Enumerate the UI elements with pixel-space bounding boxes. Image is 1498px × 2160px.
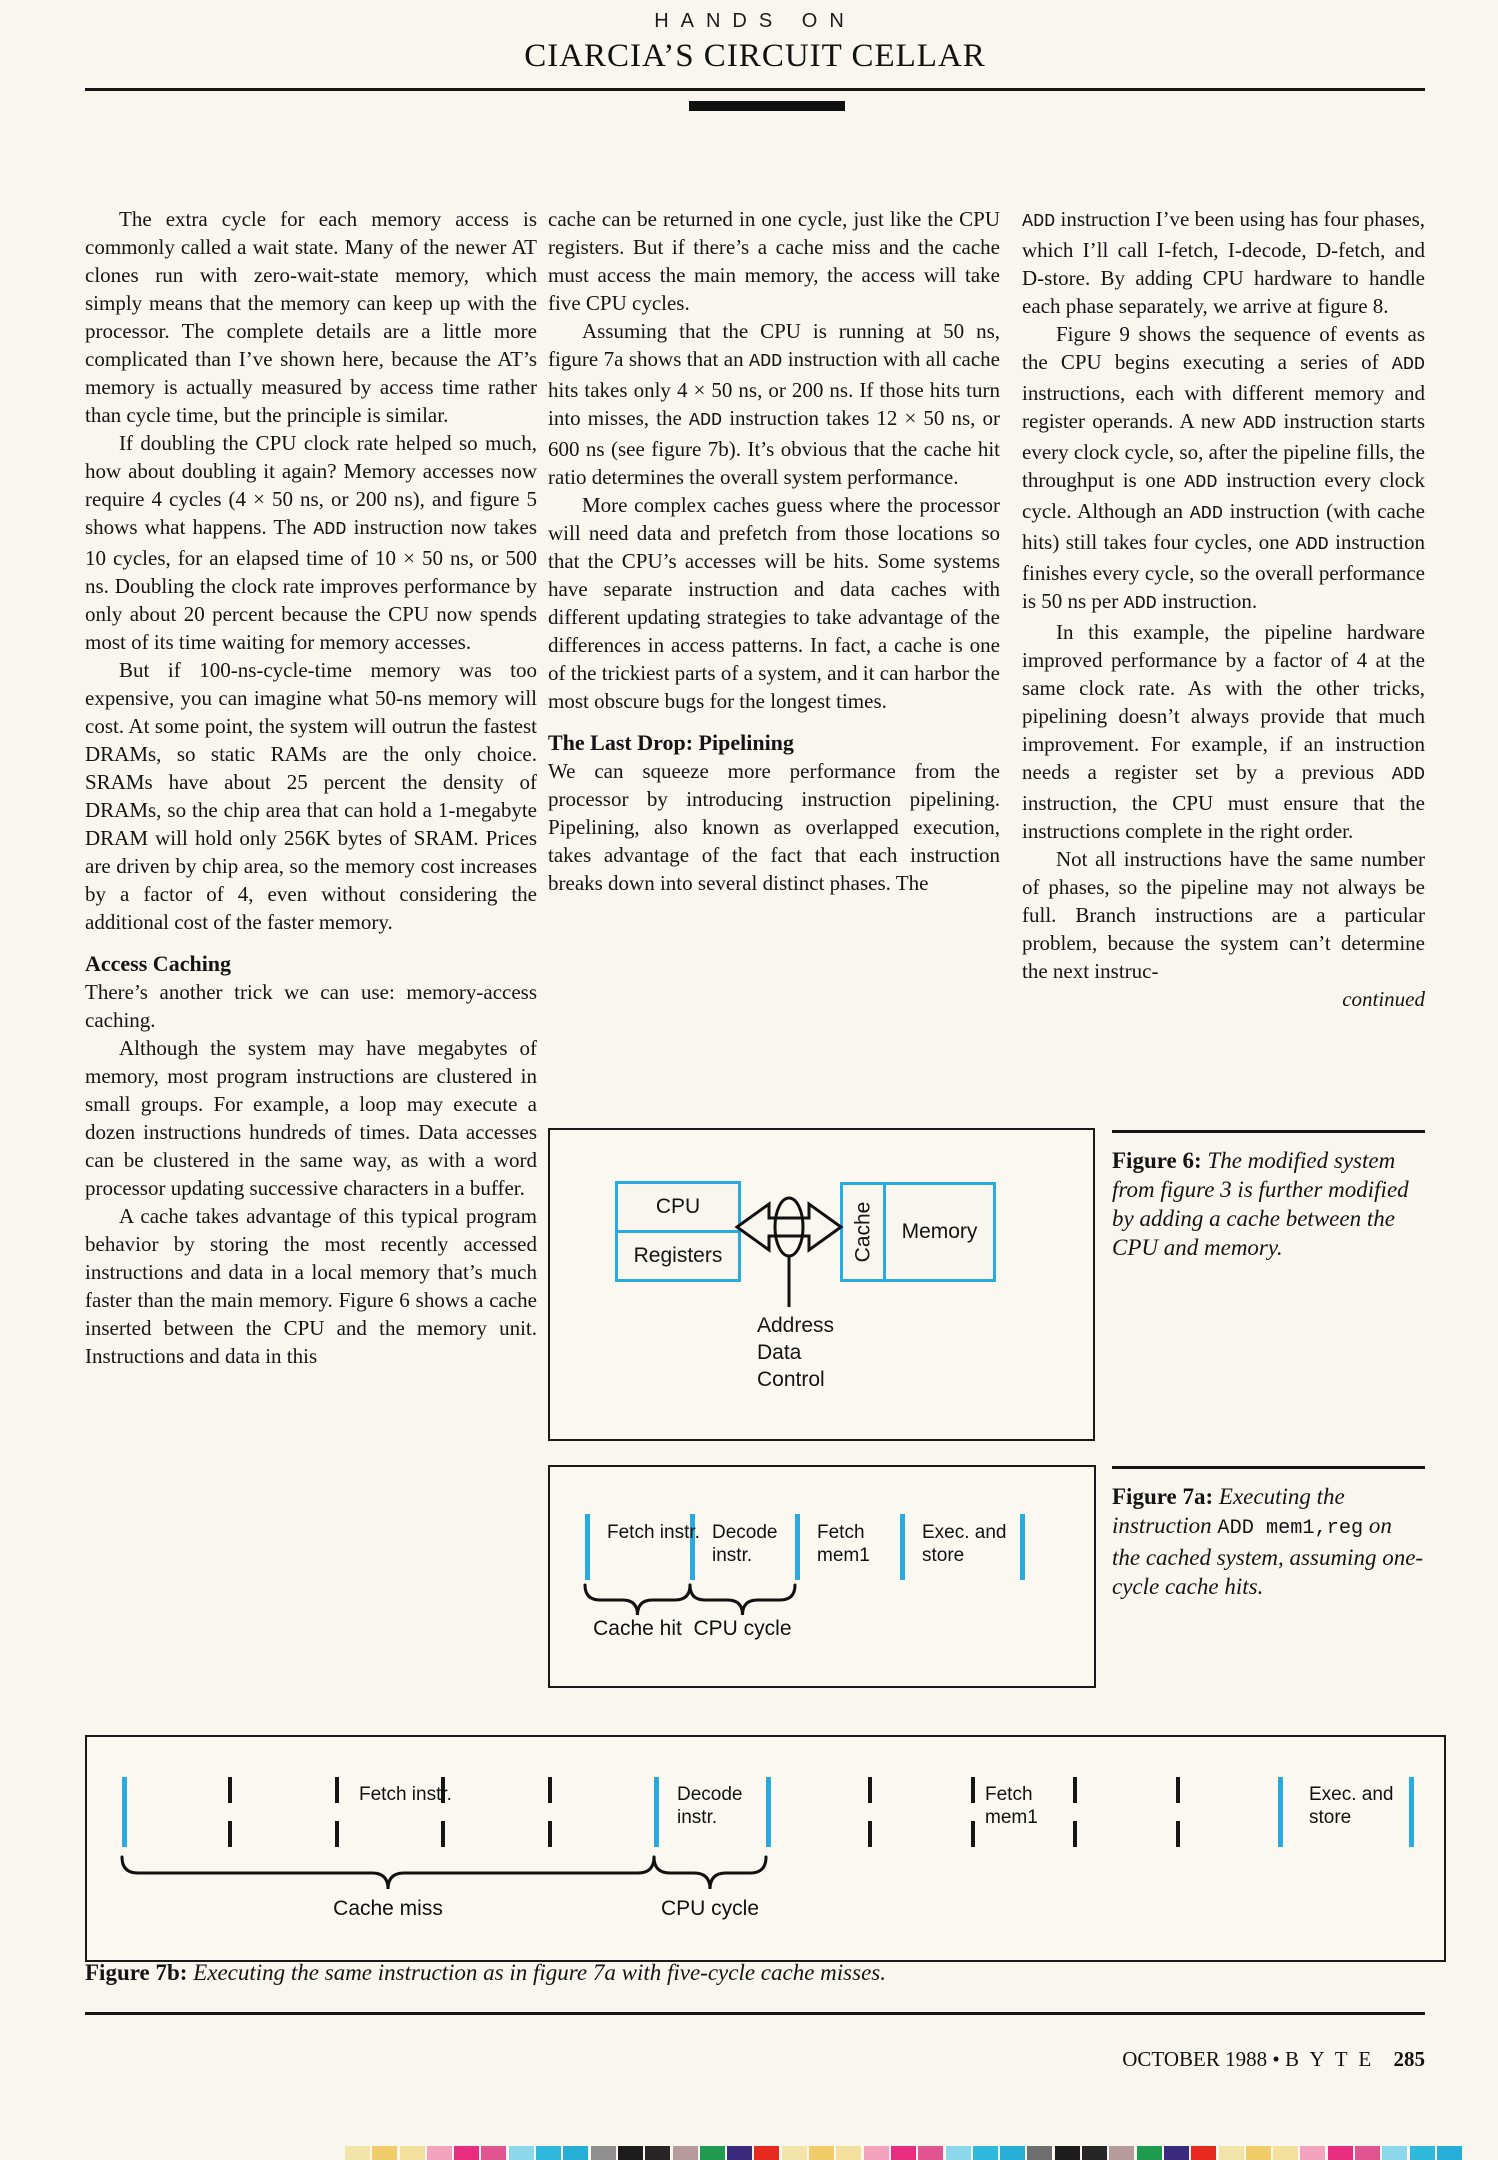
- memory-label: Memory: [901, 1220, 978, 1243]
- color-swatch: [946, 2146, 971, 2160]
- paragraph: ADD instruction I’ve been using has four phases, which I’ll call I-fetch, I-decode, D-fetch, and D-store. By adding CPU hardware to handle each phase separately, we arrive at figure 8.: [1022, 207, 1425, 318]
- color-swatch: [809, 2146, 834, 2160]
- color-swatch: [836, 2146, 861, 2160]
- color-swatch: [754, 2146, 779, 2160]
- paragraph: In this example, the pipeline hardware improved performance by a factor of 4 at the same clock rate. As with the other tricks, pipelining doesn’t always provide that much improvement. For example, if an instruction needs a register set by a previous ADD instruction, the CPU must ensure that the instructions complete in the right order.: [1022, 620, 1425, 843]
- color-swatch: [1000, 2146, 1025, 2160]
- paragraph: There’s another trick we can use: memory-access caching.: [85, 980, 537, 1032]
- paragraph: A cache takes advantage of this typical program behavior by storing the most recently accessed instructions and data in a local memory that’s much faster than the main memory. Figure 6 shows a cache inserted between the CPU and the memory unit. Instructions and data in this: [85, 1204, 537, 1368]
- magazine-name: B Y T E: [1284, 2047, 1375, 2071]
- article-column-1: [85, 205, 537, 1370]
- color-swatch: [864, 2146, 889, 2160]
- bus-labels: [757, 1312, 834, 1393]
- text-run: The modified system from figure 3 is further modified by adding a cache between the CPU and memory.: [1112, 1148, 1409, 1260]
- paragraph: Not all instructions have the same number of phases, so the pipeline may not always be full. Branch instructions are a particular problem, because the system can’t determine the next instruc-: [1022, 847, 1425, 983]
- cache-label: Cache: [851, 1201, 875, 1263]
- color-swatch: [1410, 2146, 1435, 2160]
- bus-label-address: Address: [757, 1314, 835, 1337]
- paragraph: Although the system may have megabytes of memory, most program instructions are clustered in small groups. For example, a loop may execute a dozen instructions hundreds of times. Data accesses can be clustered in the same way, as with a word processor updating successive characters in a buffer.: [85, 1036, 537, 1200]
- brace-label: CPU cycle: [660, 1897, 760, 1920]
- color-swatch: [1437, 2146, 1462, 2160]
- color-swatch: [700, 2146, 725, 2160]
- color-swatch: [973, 2146, 998, 2160]
- text-run: ADD: [313, 519, 347, 540]
- color-swatch: [1109, 2146, 1134, 2160]
- color-swatch: [536, 2146, 561, 2160]
- color-swatch: [454, 2146, 479, 2160]
- brace-label: CPU cycle: [693, 1617, 792, 1640]
- phase-label: Decode instr.: [712, 1522, 778, 1566]
- text-run: on the cached system, assuming one-cycle cache hits.: [1112, 1513, 1424, 1599]
- color-swatch: [1137, 2146, 1162, 2160]
- color-swatch: [1246, 2146, 1271, 2160]
- bus-label-control: Control: [757, 1368, 825, 1391]
- text-run: Figure 7a:: [1112, 1484, 1219, 1509]
- color-swatch: [591, 2146, 616, 2160]
- section-heading: Access Caching: [85, 951, 232, 976]
- section-heading: The Last Drop: Pipelining: [548, 730, 794, 755]
- issue-date: OCTOBER 1988: [1122, 2047, 1268, 2071]
- text-run: ADD: [1022, 211, 1056, 232]
- text-run: ADD: [688, 410, 723, 431]
- color-swatch: [427, 2146, 452, 2160]
- brace: [585, 1585, 690, 1615]
- color-swatch: [400, 2146, 425, 2160]
- phase-label: Fetch instr.: [359, 1784, 452, 1805]
- page-title: CIARCIA’S CIRCUIT CELLAR: [524, 38, 986, 74]
- color-swatch: [1273, 2146, 1298, 2160]
- color-swatch: [727, 2146, 752, 2160]
- figure-6-caption: [1112, 1146, 1425, 1262]
- text-run: Figure 7b:: [85, 1960, 194, 1985]
- paragraph: But if 100-ns-cycle-time memory was too expensive, you can imagine what 50-ns memory will cost. At some point, the system will outrun the fastest DRAMs, so static RAMs are the only choice. SRAMs have about 25 percent the density of DRAMs, so the chip area that can hold a 1-megabyte DRAM will hold only 256K bytes of SRAM. Prices are driven by chip area, so the memory cost increases by a factor of 4, even without considering the additional cost of the faster memory.: [85, 658, 537, 934]
- text-run: ADD: [1243, 413, 1277, 434]
- text-run: ADD: [1184, 472, 1218, 493]
- text-run: ADD: [1123, 593, 1157, 614]
- brace-label: Cache hit: [593, 1617, 682, 1640]
- phase-label: Exec. and store: [1309, 1784, 1394, 1828]
- text-run: ADD: [1189, 503, 1223, 524]
- brace-graphic: [550, 1467, 1094, 1686]
- color-swatch: [1300, 2146, 1325, 2160]
- color-swatch: [481, 2146, 506, 2160]
- bus-label-data: Data: [757, 1341, 802, 1364]
- brace: [122, 1857, 654, 1889]
- phase-label: Fetch instr.: [607, 1522, 700, 1543]
- figure-6-box: [548, 1128, 1095, 1441]
- figure-7a-box: [548, 1465, 1096, 1688]
- footer-rule: [85, 2012, 1425, 2015]
- text-run: Executing the instruction: [1112, 1484, 1345, 1538]
- paragraph: If doubling the CPU clock rate helped so much, how about doubling it again? Memory accesses now require 4 cycles (4 × 50 ns, or 200 ns), and figure 5 shows what happens. The ADD instruction now takes 10 cycles, for an elapsed time of 10 × 50 ns, or 500 ns. Doubling the clock rate improves performance by only about 20 percent because the CPU now spends most of its time waiting for memory accesses.: [85, 431, 537, 654]
- footer-bullet: •: [1272, 2047, 1280, 2071]
- paragraph: More complex caches guess where the processor will need data and prefetch from those locations so that the CPU’s accesses will be hits. Some systems have separate instruction and data caches with different updating strategies to take advantage of the differences in access patterns. In fact, a cache is one of the trickiest parts of a system, and it can harbor the most obscure bugs for the longest times.: [548, 493, 1000, 713]
- color-swatch: [1355, 2146, 1380, 2160]
- color-swatch: [1191, 2146, 1216, 2160]
- header-rule: [85, 88, 1425, 91]
- figure-7b-box: [85, 1735, 1446, 1962]
- brace-graphic: [87, 1737, 1444, 1960]
- text-run: ADD: [1391, 354, 1425, 375]
- paragraph: cache can be returned in one cycle, just like the CPU registers. But if there’s a cache miss and the cache must access the main memory, the access will take five CPU cycles.: [548, 207, 1000, 315]
- bus-double-arrow: [737, 1204, 841, 1250]
- paragraph: We can squeeze more performance from the processor by introducing instruction pipelining. Pipelining, also known as overlapped execution, takes advantage of the fact that each instruction breaks down into several distinct phases. The: [548, 759, 1000, 895]
- color-swatch: [345, 2146, 370, 2160]
- color-calibration-bar: [345, 2146, 1462, 2160]
- page-number: 285: [1393, 2047, 1425, 2071]
- color-swatch: [509, 2146, 534, 2160]
- text-run: Figure 6:: [1112, 1148, 1208, 1173]
- color-swatch: [1055, 2146, 1080, 2160]
- color-swatch: [563, 2146, 588, 2160]
- color-swatch: [618, 2146, 643, 2160]
- article-column-3: [1022, 205, 1425, 1013]
- color-swatch: [1382, 2146, 1407, 2160]
- color-swatch: [1219, 2146, 1244, 2160]
- brace: [690, 1585, 795, 1615]
- continued-label: continued: [1342, 987, 1425, 1011]
- color-swatch: [372, 2146, 397, 2160]
- phase-label: Exec. and store: [922, 1522, 1007, 1566]
- section-kicker: HANDS ON: [654, 10, 856, 32]
- color-swatch: [1027, 2146, 1052, 2160]
- color-swatch: [891, 2146, 916, 2160]
- color-swatch: [782, 2146, 807, 2160]
- text-run: Executing the same instruction as in figure 7a with five-cycle cache misses.: [193, 1960, 886, 1985]
- color-swatch: [1328, 2146, 1353, 2160]
- text-run: ADD mem1,reg: [1217, 1517, 1364, 1540]
- article-column-2: [548, 205, 1000, 897]
- color-swatch: [1082, 2146, 1107, 2160]
- color-swatch: [645, 2146, 670, 2160]
- figure-7b-caption: [85, 1960, 1185, 1986]
- figure-7a-caption: [1112, 1482, 1425, 1601]
- paragraph: Figure 9 shows the sequence of events as the CPU begins executing a series of ADD instructions, each with different memory and register operands. A new ADD instruction starts every clock cycle, so, after the pipeline fills, the throughput is one ADD instruction every clock cycle. Although an ADD instruction (with cache hits) still takes four cycles, one ADD instruction finishes every cycle, so the overall performance is 50 ns per ADD instruction.: [1022, 322, 1426, 614]
- paragraph: Assuming that the CPU is running at 50 ns, figure 7a shows that an ADD instruction with all cache hits takes only 4 × 50 ns, or 200 ns. If those hits turn into misses, the ADD instruction takes 12 × 50 ns, or 600 ns (see figure 7b). It’s obvious that the cache hit ratio determines the overall system performance.: [548, 319, 1000, 489]
- brace: [654, 1857, 766, 1889]
- registers-label: Registers: [633, 1244, 723, 1267]
- text-run: ADD: [1295, 534, 1329, 555]
- cpu-label: CPU: [655, 1195, 701, 1218]
- text-run: ADD: [1391, 764, 1425, 785]
- caption-rule-bottom: [1112, 1466, 1425, 1469]
- color-swatch: [918, 2146, 943, 2160]
- paragraph: The extra cycle for each memory access is commonly called a wait state. Many of the newer AT clones run with zero-wait-state memory, which simply means that the memory can keep up with the processor. The complete details are a little more complicated than I’ve shown here, because the AT’s memory is actually measured by access time rather than cycle time, but the principle is similar.: [85, 207, 537, 427]
- phase-label: Fetch mem1: [817, 1522, 870, 1566]
- phase-label: Decode instr.: [677, 1784, 743, 1828]
- header-tab: [689, 101, 845, 111]
- color-swatch: [673, 2146, 698, 2160]
- color-swatch: [1164, 2146, 1189, 2160]
- caption-rule-top: [1112, 1130, 1425, 1133]
- text-run: ADD: [749, 351, 783, 372]
- brace-label: Cache miss: [333, 1897, 443, 1920]
- footer-line: [85, 2047, 1425, 2072]
- phase-label: Fetch mem1: [985, 1784, 1038, 1828]
